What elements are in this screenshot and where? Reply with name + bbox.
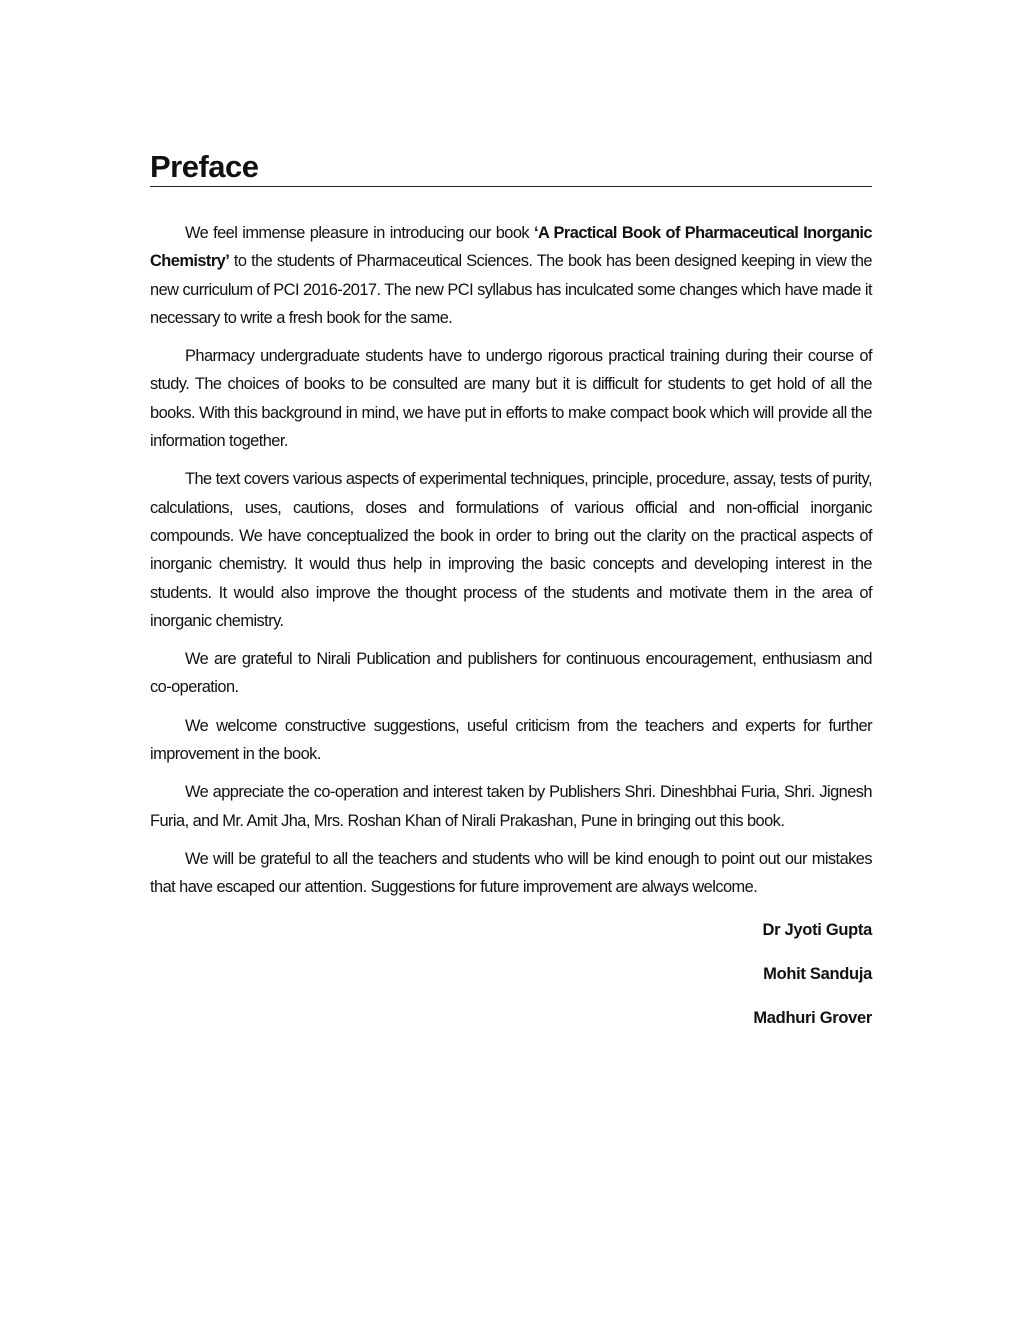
paragraph: We will be grateful to all the teachers and students who will be kind enough to point out our mistakes that have escaped our attention. Suggestions for future improvement are always welcome.: [150, 849, 872, 897]
paragraph-intro: [150, 219, 872, 332]
book-title: ‘A Practical Book of Pharmaceutical Inorganic Chemistry’: [150, 224, 872, 271]
paragraph: Pharmacy undergraduate students have to undergo rigorous practical training during their course of study. The choices of books to be consulted are many but it is difficult for students to get hold of all the books. With this background in mind, we have put in efforts to make compact book which will provide all the information together.: [150, 347, 872, 451]
author-signatures: [150, 920, 872, 1028]
author-name: Dr Jyoti Gupta: [762, 920, 872, 939]
intro-text: We feel immense pleasure in introducing our book: [185, 224, 534, 242]
paragraph: We welcome constructive suggestions, useful criticism from the teachers and experts for further improvement in the book.: [150, 716, 872, 764]
preface-body: [150, 219, 872, 902]
title-underline: [150, 186, 872, 187]
intro-rest: to the students of Pharmaceutical Sciences. The book has been designed keeping in view the new curriculum of PCI 2016-2017. The new PCI syllabus has inculcated some changes which have made it necessary to write a fresh book for the same.: [150, 252, 872, 327]
paragraph: The text covers various aspects of experimental techniques, principle, procedure, assay, tests of purity, calculations, uses, cautions, doses and formulations of various official and non-official inorganic compounds. We have conceptualized the book in order to bring out the clarity on the practical aspects of inorganic chemistry. It would thus help in improving the basic concepts and developing interest in the students. It would also improve the thought process of the students and motivate them in the area of inorganic chemistry.: [150, 470, 872, 630]
paragraph: We appreciate the co-operation and interest taken by Publishers Shri. Dineshbhai Furia, Shri. Jignesh Furia, and Mr. Amit Jha, Mrs. Roshan Khan of Nirali Prakashan, Pune in bringing out this book.: [150, 783, 872, 830]
page-title: Preface: [150, 149, 259, 184]
preface-page: [150, 148, 872, 1052]
author-name: Mohit Sanduja: [763, 964, 872, 983]
author-name: Madhuri Grover: [753, 1008, 872, 1027]
paragraph: We are grateful to Nirali Publication and publishers for continuous encouragement, enthusiasm and co-operation.: [150, 650, 872, 697]
